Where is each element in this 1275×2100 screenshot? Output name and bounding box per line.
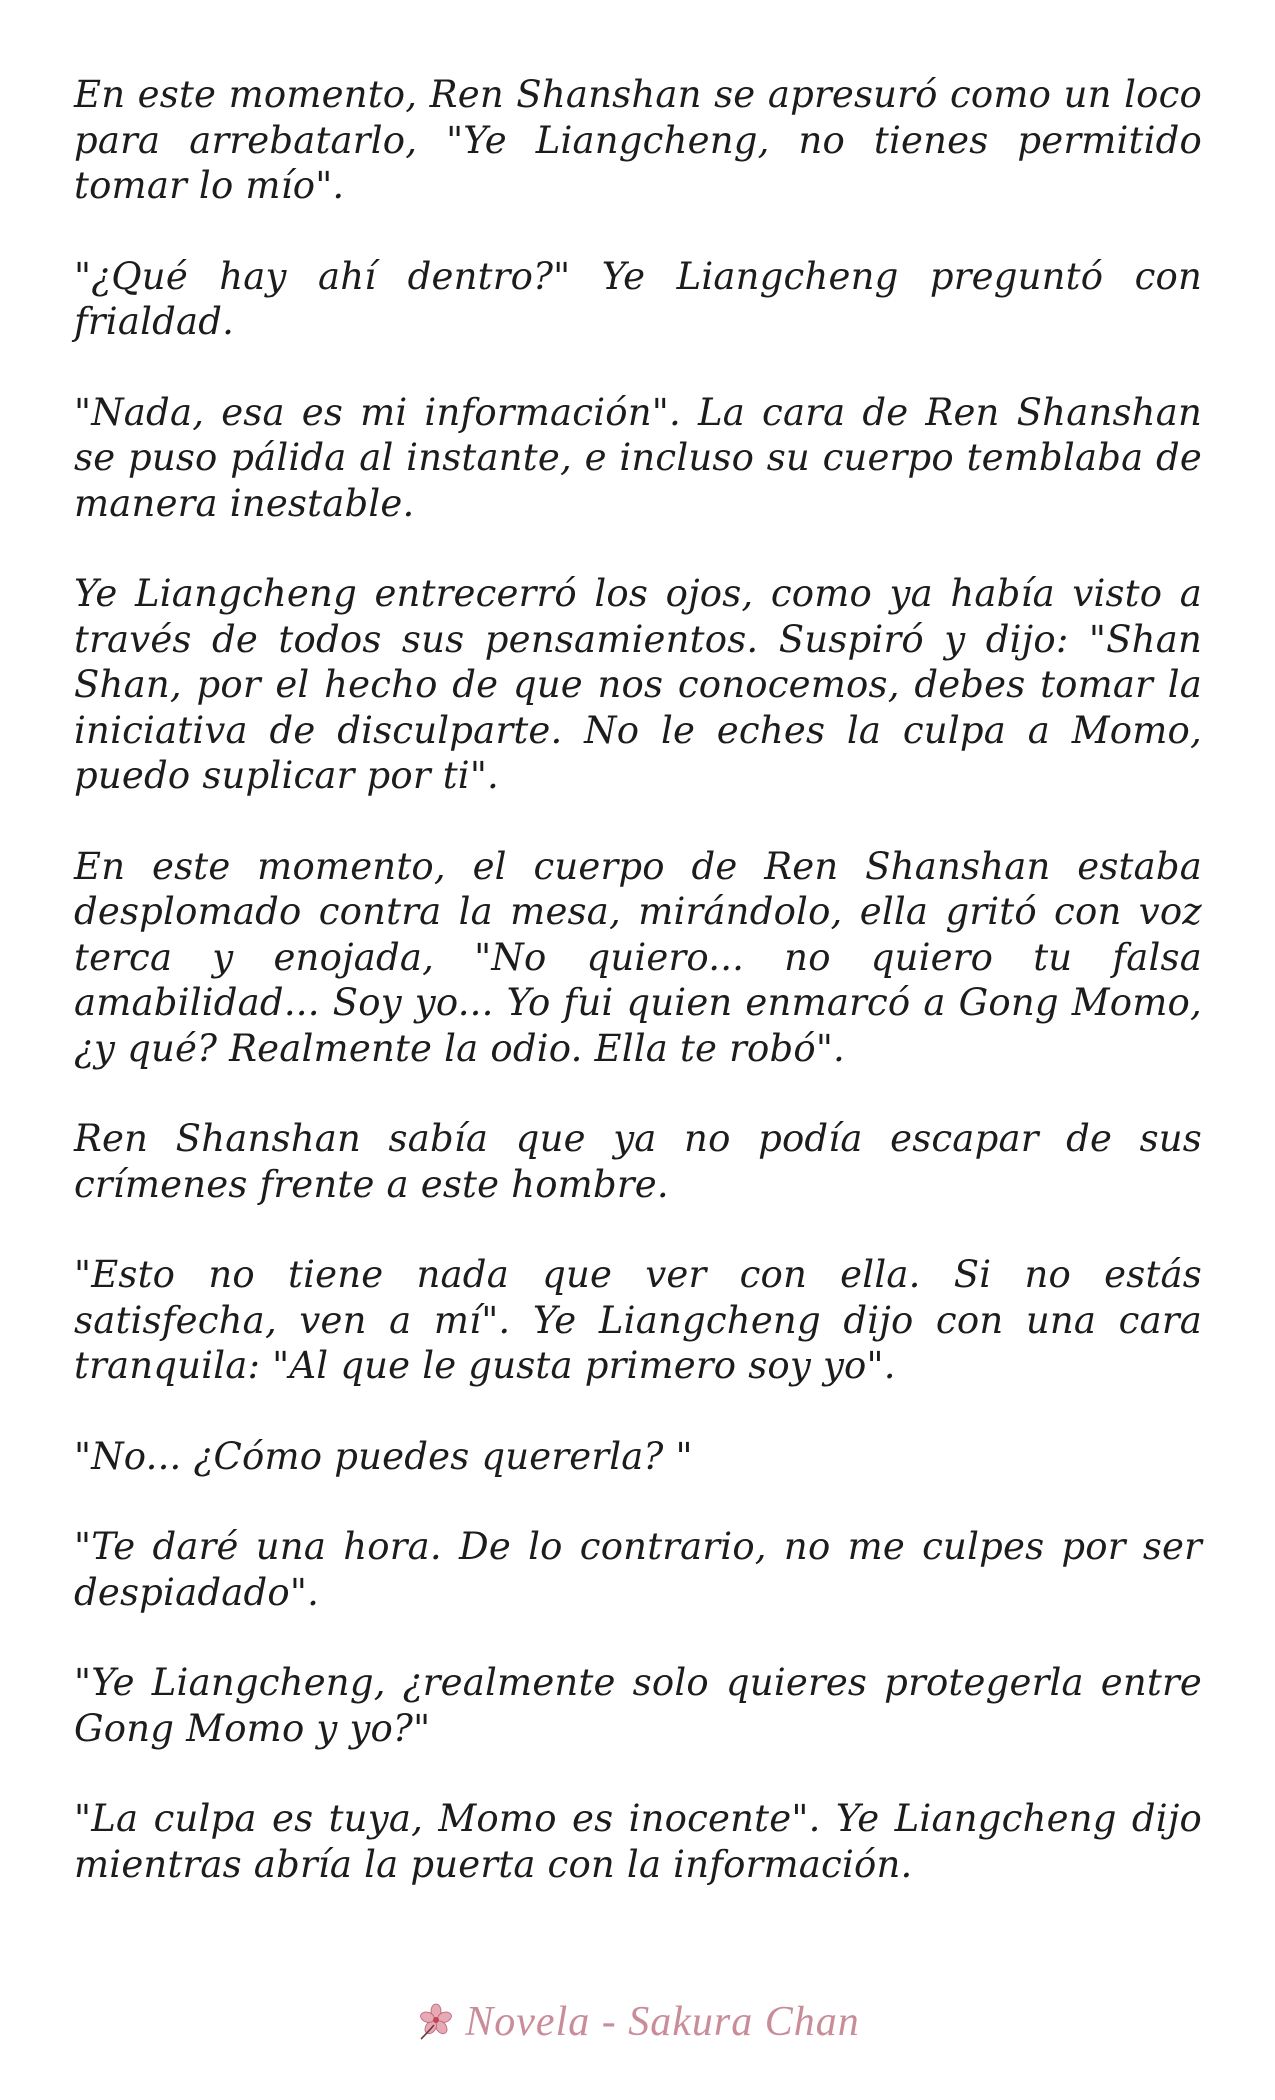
paragraph-6: Ren Shanshan sabía que ya no podía escapar de sus crímenes frente a este hombre. — [74, 1117, 1202, 1206]
novel-text — [74, 72, 1202, 1932]
paragraph-4: Ye Liangcheng entrecerró los ojos, como ya había visto a través de todos sus pensamientos. Suspiró y dijo: "Shan Shan, por el hecho de que nos conocemos, debes tomar la iniciativa de disculparte. No le eches la culpa a Momo, puedo suplicar por ti". — [74, 572, 1202, 797]
paragraph-2: "¿Qué hay ahí dentro?" Ye Liangcheng preguntó con frialdad. — [74, 254, 1202, 343]
paragraph-8: "No... ¿Cómo puedes quererla? " — [74, 1434, 693, 1478]
paragraph-1: En este momento, Ren Shanshan se apresuró como un loco para arrebatarlo, "Ye Liangcheng, no tienes permitido tomar lo mío". — [74, 73, 1202, 207]
watermark — [0, 1992, 1275, 2052]
paragraph-11: "La culpa es tuya, Momo es inocente". Ye Liangcheng dijo mientras abría la puerta con la información. — [74, 1797, 1202, 1886]
paragraph-10: "Ye Liangcheng, ¿realmente solo quieres protegerla entre Gong Momo y yo?" — [74, 1661, 1202, 1750]
paragraph-5: En este momento, el cuerpo de Ren Shanshan estaba desplomado contra la mesa, mirándolo, ella gritó con voz terca y enojada, "No quiero... no quiero tu falsa amabilidad... Soy yo... Yo fui quien enmarcó a Gong Momo, ¿y qué? Realmente la odio. Ella te robó". — [74, 844, 1202, 1070]
paragraph-9: "Te daré una hora. De lo contrario, no me culpes por ser despiadado". — [74, 1525, 1202, 1614]
paragraph-3: "Nada, esa es mi información". La cara de Ren Shanshan se puso pálida al instante, e incluso su cuerpo temblaba de manera inestable. — [74, 390, 1202, 525]
paragraph-7: "Esto no tiene nada que ver con ella. Si no estás satisfecha, ven a mí". Ye Liangcheng dijo con una cara tranquila: "Al que le gusta primero soy yo". — [74, 1253, 1202, 1387]
watermark-text: Novela - Sakura Chan — [465, 1999, 860, 2045]
cherry-blossom-icon — [415, 2001, 457, 2043]
